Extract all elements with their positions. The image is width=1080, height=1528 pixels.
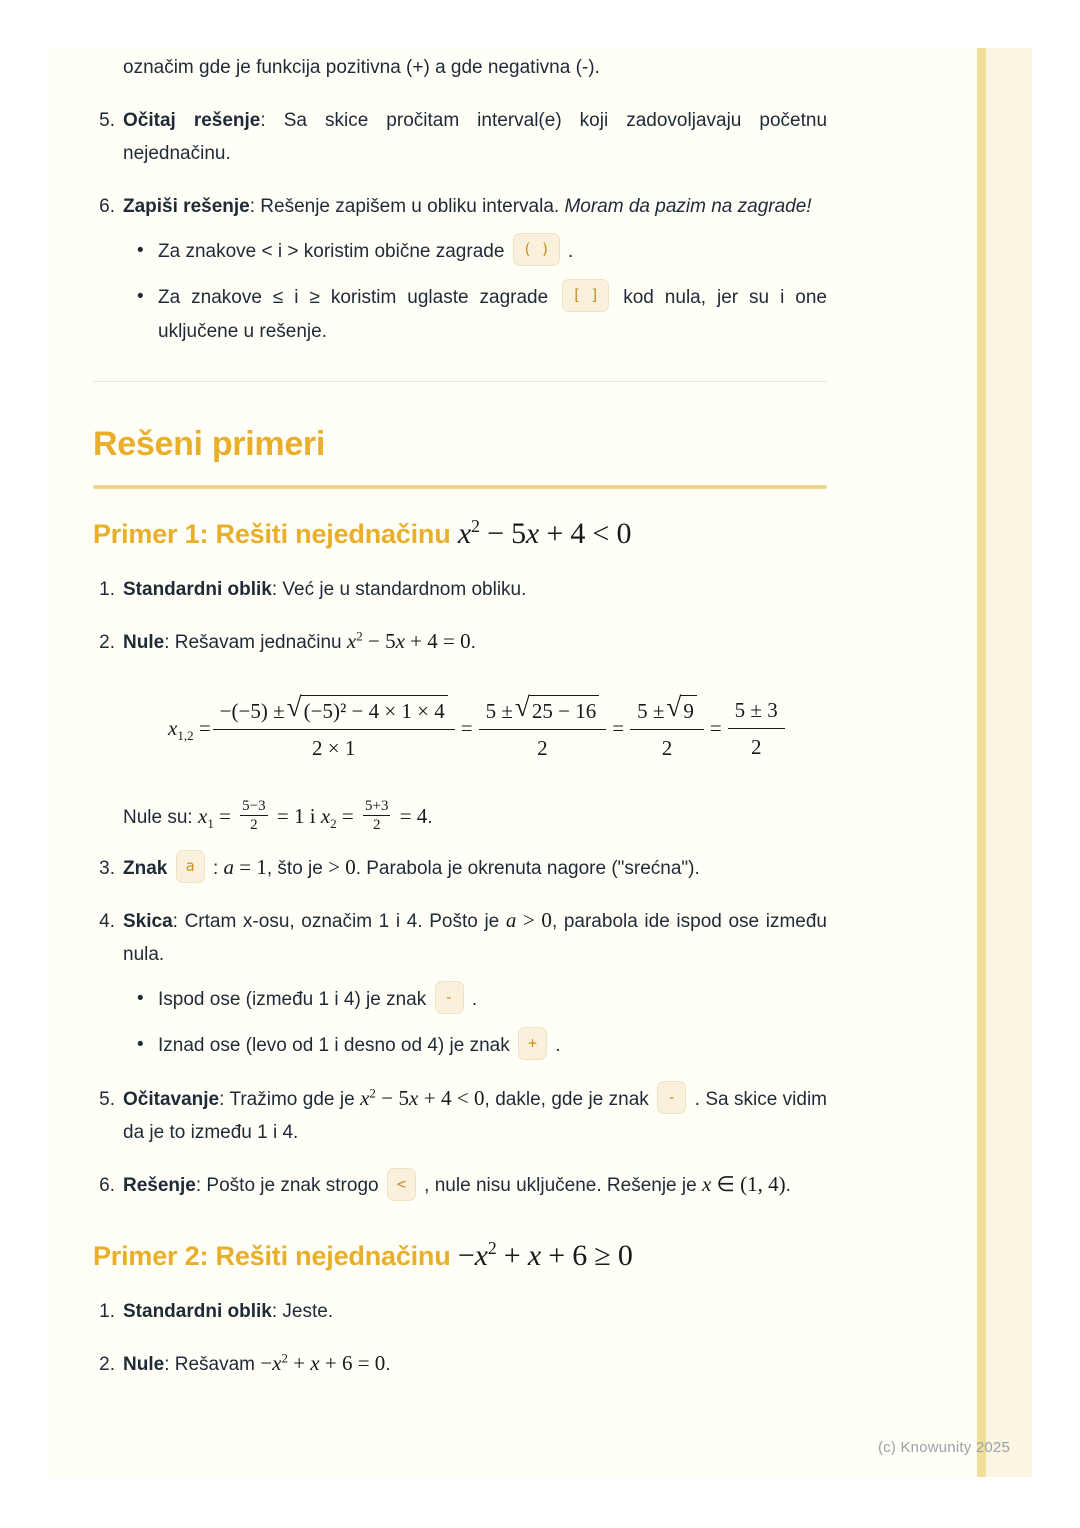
- display-fraction: 5 ± √ 9 2: [630, 695, 704, 762]
- step-text: Zapiši rešenje: Rešenje zapišem u obliku intervala. Moram da pazim na zagrade!: [123, 196, 812, 217]
- bullet-icon: •: [137, 987, 144, 1009]
- step-text: Iznad ose (levo od 1 i desno od 4) je znak + .: [158, 1035, 561, 1056]
- primer1-heading-math: $x^2 - 5x + 4 < 0$: [457, 516, 632, 550]
- step-number: 3.: [99, 857, 115, 879]
- bullet-item: [93, 1029, 827, 1063]
- primer2-heading-math: $-x^2 + x + 6 \ge 0$: [457, 1237, 633, 1272]
- step-text: Za znakove < i > koristim obične zagrade ( ) .: [158, 241, 573, 262]
- bullet-icon: •: [137, 286, 144, 307]
- bullet-item: [93, 983, 827, 1017]
- primer1-steps-3-4: [93, 852, 827, 971]
- step-text: Ispod ose (između 1 i 4) je znak - .: [158, 989, 477, 1010]
- code-chip: <: [387, 1168, 416, 1201]
- roots-line: Nule su: $x_1$ = $\frac{5-3}{2}$ = 1 i $x_2$ = $\frac{5+3}{2}$ = 4.: [123, 797, 433, 833]
- inline-fraction: $\frac{5+3}{2}$: [364, 797, 389, 833]
- equals-sign: =: [612, 716, 625, 741]
- numbered-step: [93, 905, 827, 971]
- numbered-step: [93, 1083, 827, 1149]
- section-divider: [93, 381, 827, 382]
- numbered-step: [93, 1295, 827, 1328]
- code-chip: [ ]: [562, 279, 609, 312]
- step-text: Standardni oblik: Jeste.: [123, 1300, 334, 1322]
- primer2-heading: [93, 1237, 827, 1275]
- equals-sign: =: [709, 716, 722, 741]
- bullet-icon: •: [137, 240, 144, 261]
- step-number: 4.: [99, 910, 115, 932]
- primer1-heading: [93, 515, 827, 553]
- bullet-icon: •: [137, 1033, 144, 1055]
- method-steps-list: [93, 104, 827, 223]
- numbered-step: [93, 626, 827, 659]
- step-number: 1.: [99, 1300, 115, 1322]
- step-number: 2.: [99, 632, 115, 653]
- step-text: Rešenje: Pošto je znak strogo < , nule nisu uključene. Rešenje je x ∈ (1, 4).: [123, 1175, 791, 1196]
- formula-lhs: $x_{1,2}$ =: [168, 715, 211, 743]
- numbered-step: [93, 104, 827, 170]
- quadratic-formula: [168, 692, 827, 762]
- code-chip: -: [657, 1081, 686, 1114]
- primer1-steps-5-6: [93, 1083, 827, 1203]
- step-text: Standardni oblik: Već je u standardnom obliku.: [123, 579, 527, 600]
- bracket-notes-list: [93, 235, 827, 349]
- bullet-item: [93, 281, 827, 349]
- step-text: Skica: Crtam x-osu, označim 1 i 4. Pošto je a > 0, parabola ide ispod ose između nula.: [123, 907, 827, 965]
- step-text: Znak a : a = 1, što je > 0. Parabola je okrenuta nagore ("srećna").: [123, 858, 700, 879]
- step-number: 2.: [99, 1353, 115, 1375]
- numbered-step: [93, 573, 827, 606]
- primer1-steps-1-2: [93, 573, 827, 659]
- radical: √ (−5)² − 4 × 1 × 4: [287, 695, 448, 724]
- step-text: Očitaj rešenje: Sa skice pročitam interval(e) koji zadovoljavaju početnu nejednačinu.: [123, 110, 828, 164]
- numbered-step: [93, 852, 827, 885]
- primer2-heading-text: Primer 2: Rešiti nejednačinu: [93, 1240, 458, 1271]
- primer2-steps: [93, 1295, 827, 1381]
- step-text: Nule: Rešavam $-x^2 + x + 6 = 0$.: [123, 1350, 391, 1375]
- document-page: [47, 48, 1032, 1477]
- step-number: 5.: [99, 1088, 115, 1110]
- step-number: 5.: [99, 110, 115, 131]
- equals-sign: =: [460, 716, 473, 741]
- section-title-underline: [93, 485, 827, 489]
- code-chip: -: [435, 981, 464, 1014]
- code-chip: a: [176, 850, 205, 883]
- inline-fraction: $\frac{5-3}{2}$: [242, 797, 266, 833]
- intro-paragraph: označim gde je funkcija pozitivna (+) a gde negativna (-).: [123, 57, 600, 78]
- radical: √ 9: [666, 695, 696, 724]
- step-text: Za znakove ≤ i ≥ koristim uglaste zagrade [ ] kod nula, jer su i one uključene u rešenje.: [158, 287, 827, 342]
- numbered-step: [93, 190, 827, 223]
- numbered-step: [93, 1348, 827, 1381]
- step-number: 1.: [99, 579, 115, 600]
- step-text: Nule: Rešavam jednačinu $x^2 - 5x + 4 = 0$.: [123, 628, 476, 653]
- step-number: 6.: [99, 1175, 115, 1197]
- copyright-notice: (c) Knowunity 2025: [877, 1439, 1010, 1456]
- bullet-item: [93, 235, 827, 269]
- display-fraction: $\frac{5 \pm 3}{2}$: [728, 697, 785, 761]
- display-fraction: −(−5) ± √ (−5)² − 4 × 1 × 4 2 × 1: [213, 695, 455, 762]
- code-chip: ( ): [513, 233, 560, 266]
- display-fraction: 5 ± √ 25 − 16 2: [479, 695, 607, 762]
- step-number: 6.: [99, 196, 115, 217]
- numbered-step: [93, 1169, 827, 1202]
- document-content: [93, 48, 827, 1381]
- primer1-heading-text: Primer 1: Rešiti nejednačinu: [93, 519, 458, 549]
- code-chip: +: [518, 1027, 547, 1060]
- radical: √ 25 − 16: [515, 695, 599, 724]
- page-edge-ribbon: [977, 48, 1032, 1477]
- step-text: Očitavanje: Tražimo gde je $x^2 - 5x + 4 < 0$, dakle, gde je znak - . Sa skice vidim da je to između 1 i 4.: [123, 1089, 827, 1143]
- sign-notes-list: [93, 983, 827, 1063]
- section-title: Rešeni primeri: [93, 425, 326, 463]
